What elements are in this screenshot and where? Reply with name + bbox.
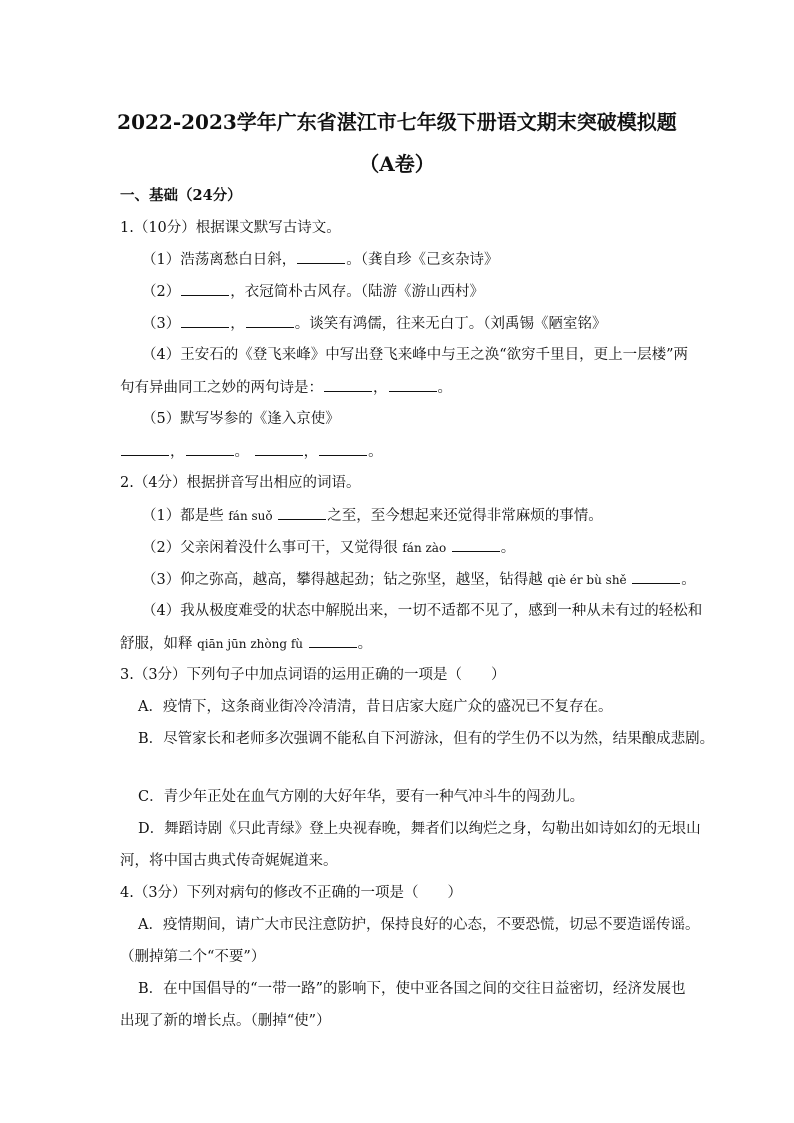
- q4-option-a-line2: （删掉第二个“不要”）: [120, 949, 266, 965]
- q1-part2: [142, 281, 484, 302]
- q1-part3-text-a: （3）: [142, 316, 181, 332]
- q1-part5-sep: ，: [303, 444, 319, 460]
- q3-option-a[interactable]: A．疫情下，这条商业街冷冷清清，昔日店家大庭广众的盛况已不复存在。: [138, 699, 613, 715]
- q2-part4-text-b: 。: [357, 636, 373, 652]
- q3-option-d-line1[interactable]: D．舞蹈诗剧《只此青绿》登上央视春晚，舞者们以绚烂之身，勾勒出如诗如幻的无垠山: [138, 821, 701, 837]
- q4-option-a-line1[interactable]: A．疫情期间，请广大市民注意防护，保持良好的心态，不要恐慌，切忌不要造谣传谣。: [138, 917, 700, 933]
- q1-part1: [142, 249, 498, 270]
- pinyin: qiān jūn zhòng fù: [197, 637, 303, 651]
- section-heading: 一、基础（24分）: [120, 187, 242, 204]
- q1-part3: [142, 313, 606, 334]
- q2-part4-line2: [120, 633, 372, 654]
- q1-part4-text-c: 。: [437, 380, 452, 396]
- answer-blank[interactable]: [297, 249, 345, 264]
- answer-blank[interactable]: [324, 377, 372, 392]
- q4-stem: 4.（3分）下列对病句的修改不正确的一项是（ ）: [120, 885, 463, 901]
- q1-part5-sep: 。: [368, 444, 383, 460]
- q2-part3-text-b: 。: [681, 572, 696, 588]
- q1-part2-text-b: ，衣冠简朴古风存。（陆游《游山西村》: [230, 284, 484, 300]
- answer-blank[interactable]: [319, 441, 367, 456]
- pinyin: qiè ér bù shě: [547, 573, 627, 587]
- pinyin: fán suǒ: [228, 509, 273, 523]
- q2-part3: [142, 569, 696, 590]
- q3-option-c[interactable]: C．青少年正处在血气方刚的大好年华，要有一种气冲斗牛的闯劲儿。: [138, 789, 585, 805]
- q2-part2-text-a: （2）父亲闲着没什么事可干，又觉得很: [142, 540, 398, 556]
- q1-part2-text-a: （2）: [142, 284, 181, 300]
- q2-part1-text-b: 之至，至今想起来还觉得非常麻烦的事情。: [327, 508, 603, 524]
- q1-part5-sep: 。: [234, 444, 249, 460]
- q2-stem: 2.（4分）根据拼音写出相应的词语。: [120, 475, 361, 491]
- q2-part4-text-a: 舒服，如释: [120, 636, 193, 652]
- answer-blank[interactable]: [181, 281, 229, 296]
- q1-part5-sep: ，: [170, 444, 185, 460]
- q1-part1-text-b: 。（龚自珍《己亥杂诗》: [346, 252, 499, 268]
- q1-part4-text-a: 句有异曲同工之妙的两句诗是：: [120, 380, 323, 396]
- q4-option-b-line1[interactable]: B．在中国倡导的“一带一路”的影响下，使中亚各国之间的交往日益密切，经济发展也: [138, 981, 686, 997]
- answer-blank[interactable]: [389, 377, 437, 392]
- q4-option-b-line2: 出现了新的增长点。（删掉“使”）: [120, 1013, 331, 1029]
- q1-part5-blanks: [120, 441, 383, 462]
- answer-blank[interactable]: [255, 441, 303, 456]
- q2-part3-text-a: （3）仰之弥高，越高，攀得越起劲；钻之弥坚，越坚，钻得越: [142, 572, 543, 588]
- q2-part1: [142, 505, 603, 526]
- q1-part3-text-c: 。谈笑有鸿儒，往来无白丁。（刘禹锡《陋室铭》: [294, 316, 607, 332]
- answer-blank[interactable]: [632, 569, 680, 584]
- q2-part2: [142, 537, 515, 558]
- answer-blank[interactable]: [246, 313, 294, 328]
- answer-blank[interactable]: [278, 505, 326, 520]
- answer-blank[interactable]: [121, 441, 169, 456]
- answer-blank[interactable]: [186, 441, 234, 456]
- exam-title: 2022-2023学年广东省湛江市七年级下册语文期末突破模拟题: [117, 110, 677, 134]
- q3-option-d-line2: 河，将中国古典式传奇娓娓道来。: [120, 853, 338, 869]
- q2-part1-text-a: （1）都是些: [142, 508, 224, 524]
- q1-stem: 1.（10分）根据课文默写古诗文。: [120, 220, 341, 236]
- q1-part1-text-a: （1）浩荡离愁白日斜，: [142, 252, 297, 268]
- answer-blank[interactable]: [309, 633, 357, 648]
- pinyin: fán zào: [402, 541, 447, 555]
- answer-blank[interactable]: [452, 537, 500, 552]
- answer-blank[interactable]: [181, 313, 229, 328]
- q1-part3-text-b: ，: [230, 316, 245, 332]
- q1-part5: （5）默写岑参的《逢入京使》: [142, 411, 340, 427]
- exam-subtitle: （A卷）: [359, 152, 435, 176]
- q2-part2-text-b: 。: [500, 540, 516, 556]
- q1-part4-line1: （4）王安石的《登飞来峰》中写出登飞来峰中与王之涣“欲穷千里目，更上一层楼”两: [142, 347, 689, 363]
- q2-part4-line1: （4）我从极度难受的状态中解脱出来，一切不适都不见了，感到一种从未有过的轻松和: [142, 603, 703, 619]
- q3-stem: 3.（3分）下列句子中加点词语的运用正确的一项是（ ）: [120, 667, 506, 683]
- q3-option-b[interactable]: B．尽管家长和老师多次强调不能私自下河游泳，但有的学生仍不以为然，结果酿成悲剧。: [138, 731, 715, 747]
- q1-part4-line2: [120, 377, 452, 398]
- q1-part4-text-b: ，: [373, 380, 388, 396]
